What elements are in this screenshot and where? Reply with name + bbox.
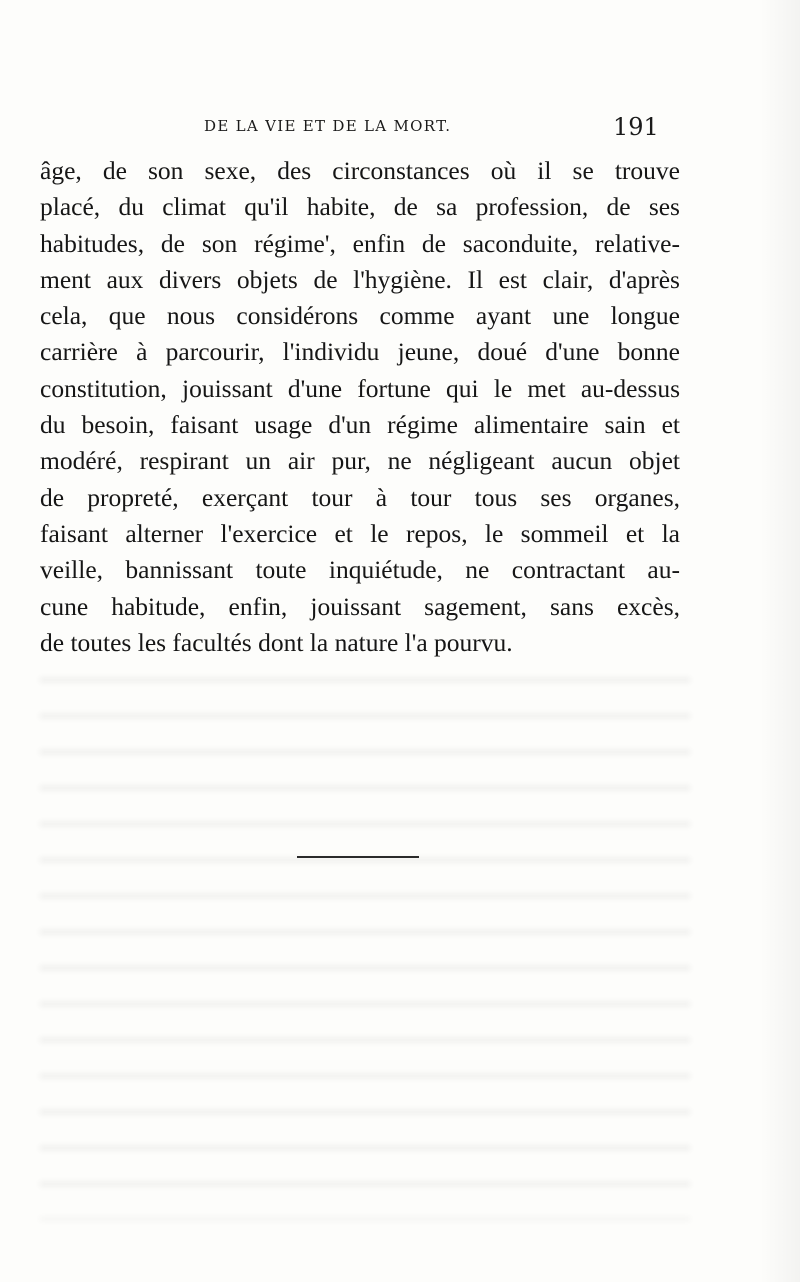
- text-line: cune habitude, enfin, jouissant sagement, sans excès,: [40, 591, 680, 621]
- page-edge-shadow: [760, 0, 800, 1282]
- running-head: DE LA VIE ET DE LA MORT.: [204, 117, 452, 135]
- text-line: du besoin, faisant usage d'un régime alimentaire sain et: [40, 410, 680, 440]
- text-line: âge, de son sexe, des circonstances où il se trouve: [40, 156, 680, 185]
- page-header: [40, 113, 690, 143]
- text-line: ment aux divers objets de l'hygiène. Il est clair, d'après: [40, 264, 680, 294]
- page-number: 191: [613, 113, 659, 141]
- text-line: placé, du climat qu'il habite, de sa profession, de ses: [40, 192, 680, 222]
- text-line: faisant alterner l'exercice et le repos, le sommeil et la: [40, 518, 680, 548]
- text-line: carrière à parcourir, l'individu jeune, doué d'une bonne: [40, 337, 680, 367]
- section-end-rule: [297, 856, 419, 858]
- text-line: de propreté, exerçant tour à tour tous ses organes,: [40, 482, 680, 512]
- text-line: habitudes, de son régime', enfin de saconduite, relative-: [40, 228, 680, 258]
- text-line-last: de toutes les facultés dont la nature l'a pourvu.: [40, 627, 513, 657]
- text-line: cela, que nous considérons comme ayant une longue: [40, 301, 680, 331]
- body-paragraph: [40, 153, 680, 661]
- text-line: veille, bannissant toute inquiétude, ne contractant au-: [40, 555, 680, 585]
- text-line: constitution, jouissant d'une fortune qui le met au-dessus: [40, 373, 680, 403]
- text-line: modéré, respirant un air pur, ne négligeant aucun objet: [40, 446, 680, 476]
- bleed-through-texture: [40, 660, 690, 1220]
